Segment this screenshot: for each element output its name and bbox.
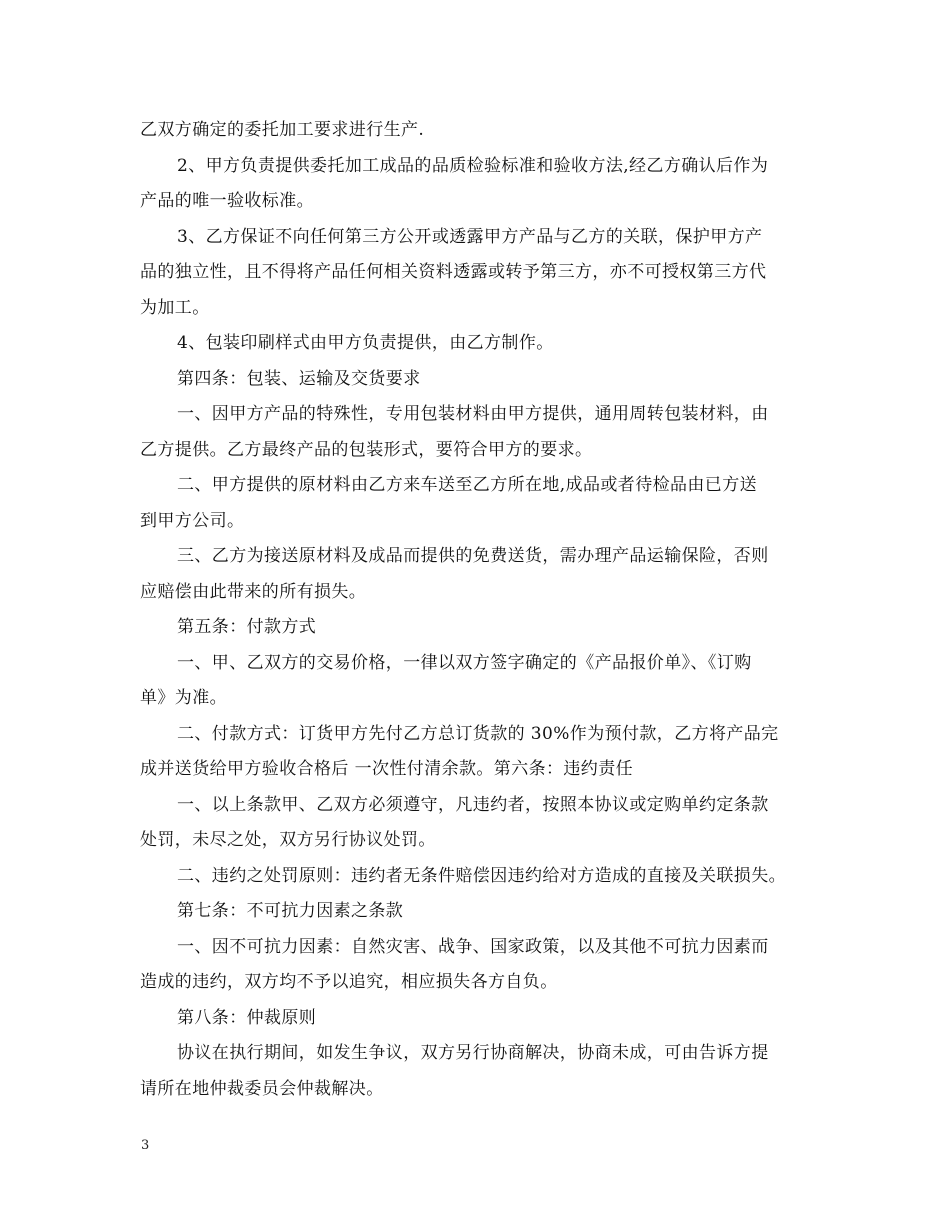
text-line: 到甲方公司。 (140, 511, 245, 531)
text-line: 二、甲方提供的原材料由乙方来车送至乙方所在地,成品或者待检品由已方送 (177, 475, 758, 495)
text-line: 协议在执行期间，如发生争议，双方另行协商解决，协商未成，可由告诉方提 (177, 1043, 769, 1063)
text-line: 3、乙方保证不向任何第三方公开或透露甲方产品与乙方的关联，保护甲方产 (177, 227, 763, 247)
text-line: 造成的违约，双方均不予以追究，相应损失各方自负。 (140, 972, 558, 992)
text-line: 应赔偿由此带来的所有损失。 (140, 582, 367, 602)
text-line: 一、因甲方产品的特殊性，专用包装材料由甲方提供，通用周转包装材料，由 (177, 404, 769, 424)
text-line: 产品的唯一验收标准。 (140, 191, 314, 211)
text-line: 单》为准。 (140, 688, 227, 708)
text-line: 成并送货给甲方验收合格后 一次性付清余款。第六条：违约责任 (140, 759, 634, 779)
section-heading: 第四条：包装、运输及交货要求 (177, 369, 421, 389)
text-line: 4、包装印刷样式由甲方负责提供，由乙方制作。 (177, 333, 554, 353)
text-line: 一、因不可抗力因素：自然灾害、战争、国家政策，以及其他不可抗力因素而 (177, 937, 769, 957)
text-line: 乙双方确定的委托加工要求进行生产. (140, 120, 425, 140)
text-line: 一、甲、乙双方的交易价格，一律以双方签字确定的《产品报价单》、《订购 (177, 653, 752, 673)
text-line: 二、违约之处罚原则：违约者无条件赔偿因违约给对方造成的直接及关联损失。 (177, 866, 786, 886)
page-number: 3 (141, 1138, 150, 1153)
text-line: 一、以上条款甲、乙双方必须遵守，凡违约者，按照本协议或定购单约定条款 (177, 795, 769, 815)
section-heading: 第八条：仲裁原则 (177, 1008, 317, 1028)
text-line: 为加工。 (140, 298, 210, 318)
text-line: 三、乙方为接送原材料及成品而提供的免费送货，需办理产品运输保险，否则 (177, 546, 769, 566)
text-line: 请所在地仲裁委员会仲裁解决。 (140, 1079, 384, 1099)
section-heading: 第七条：不可抗力因素之条款 (177, 901, 404, 921)
text-line: 二、付款方式：订货甲方先付乙方总订货款的 30%作为预付款，乙方将产品完 (177, 724, 779, 744)
text-line: 乙方提供。乙方最终产品的包装形式，要符合甲方的要求。 (140, 440, 593, 460)
section-heading: 第五条：付款方式 (177, 617, 317, 637)
text-line: 处罚，未尽之处，双方另行协议处罚。 (140, 830, 436, 850)
text-line: 品的独立性，且不得将产品任何相关资料透露或转予第三方，亦不可授权第三方代 (140, 262, 767, 282)
text-line: 2、甲方负责提供委托加工成品的品质检验标准和验收方法,经乙方确认后作为 (177, 156, 769, 176)
